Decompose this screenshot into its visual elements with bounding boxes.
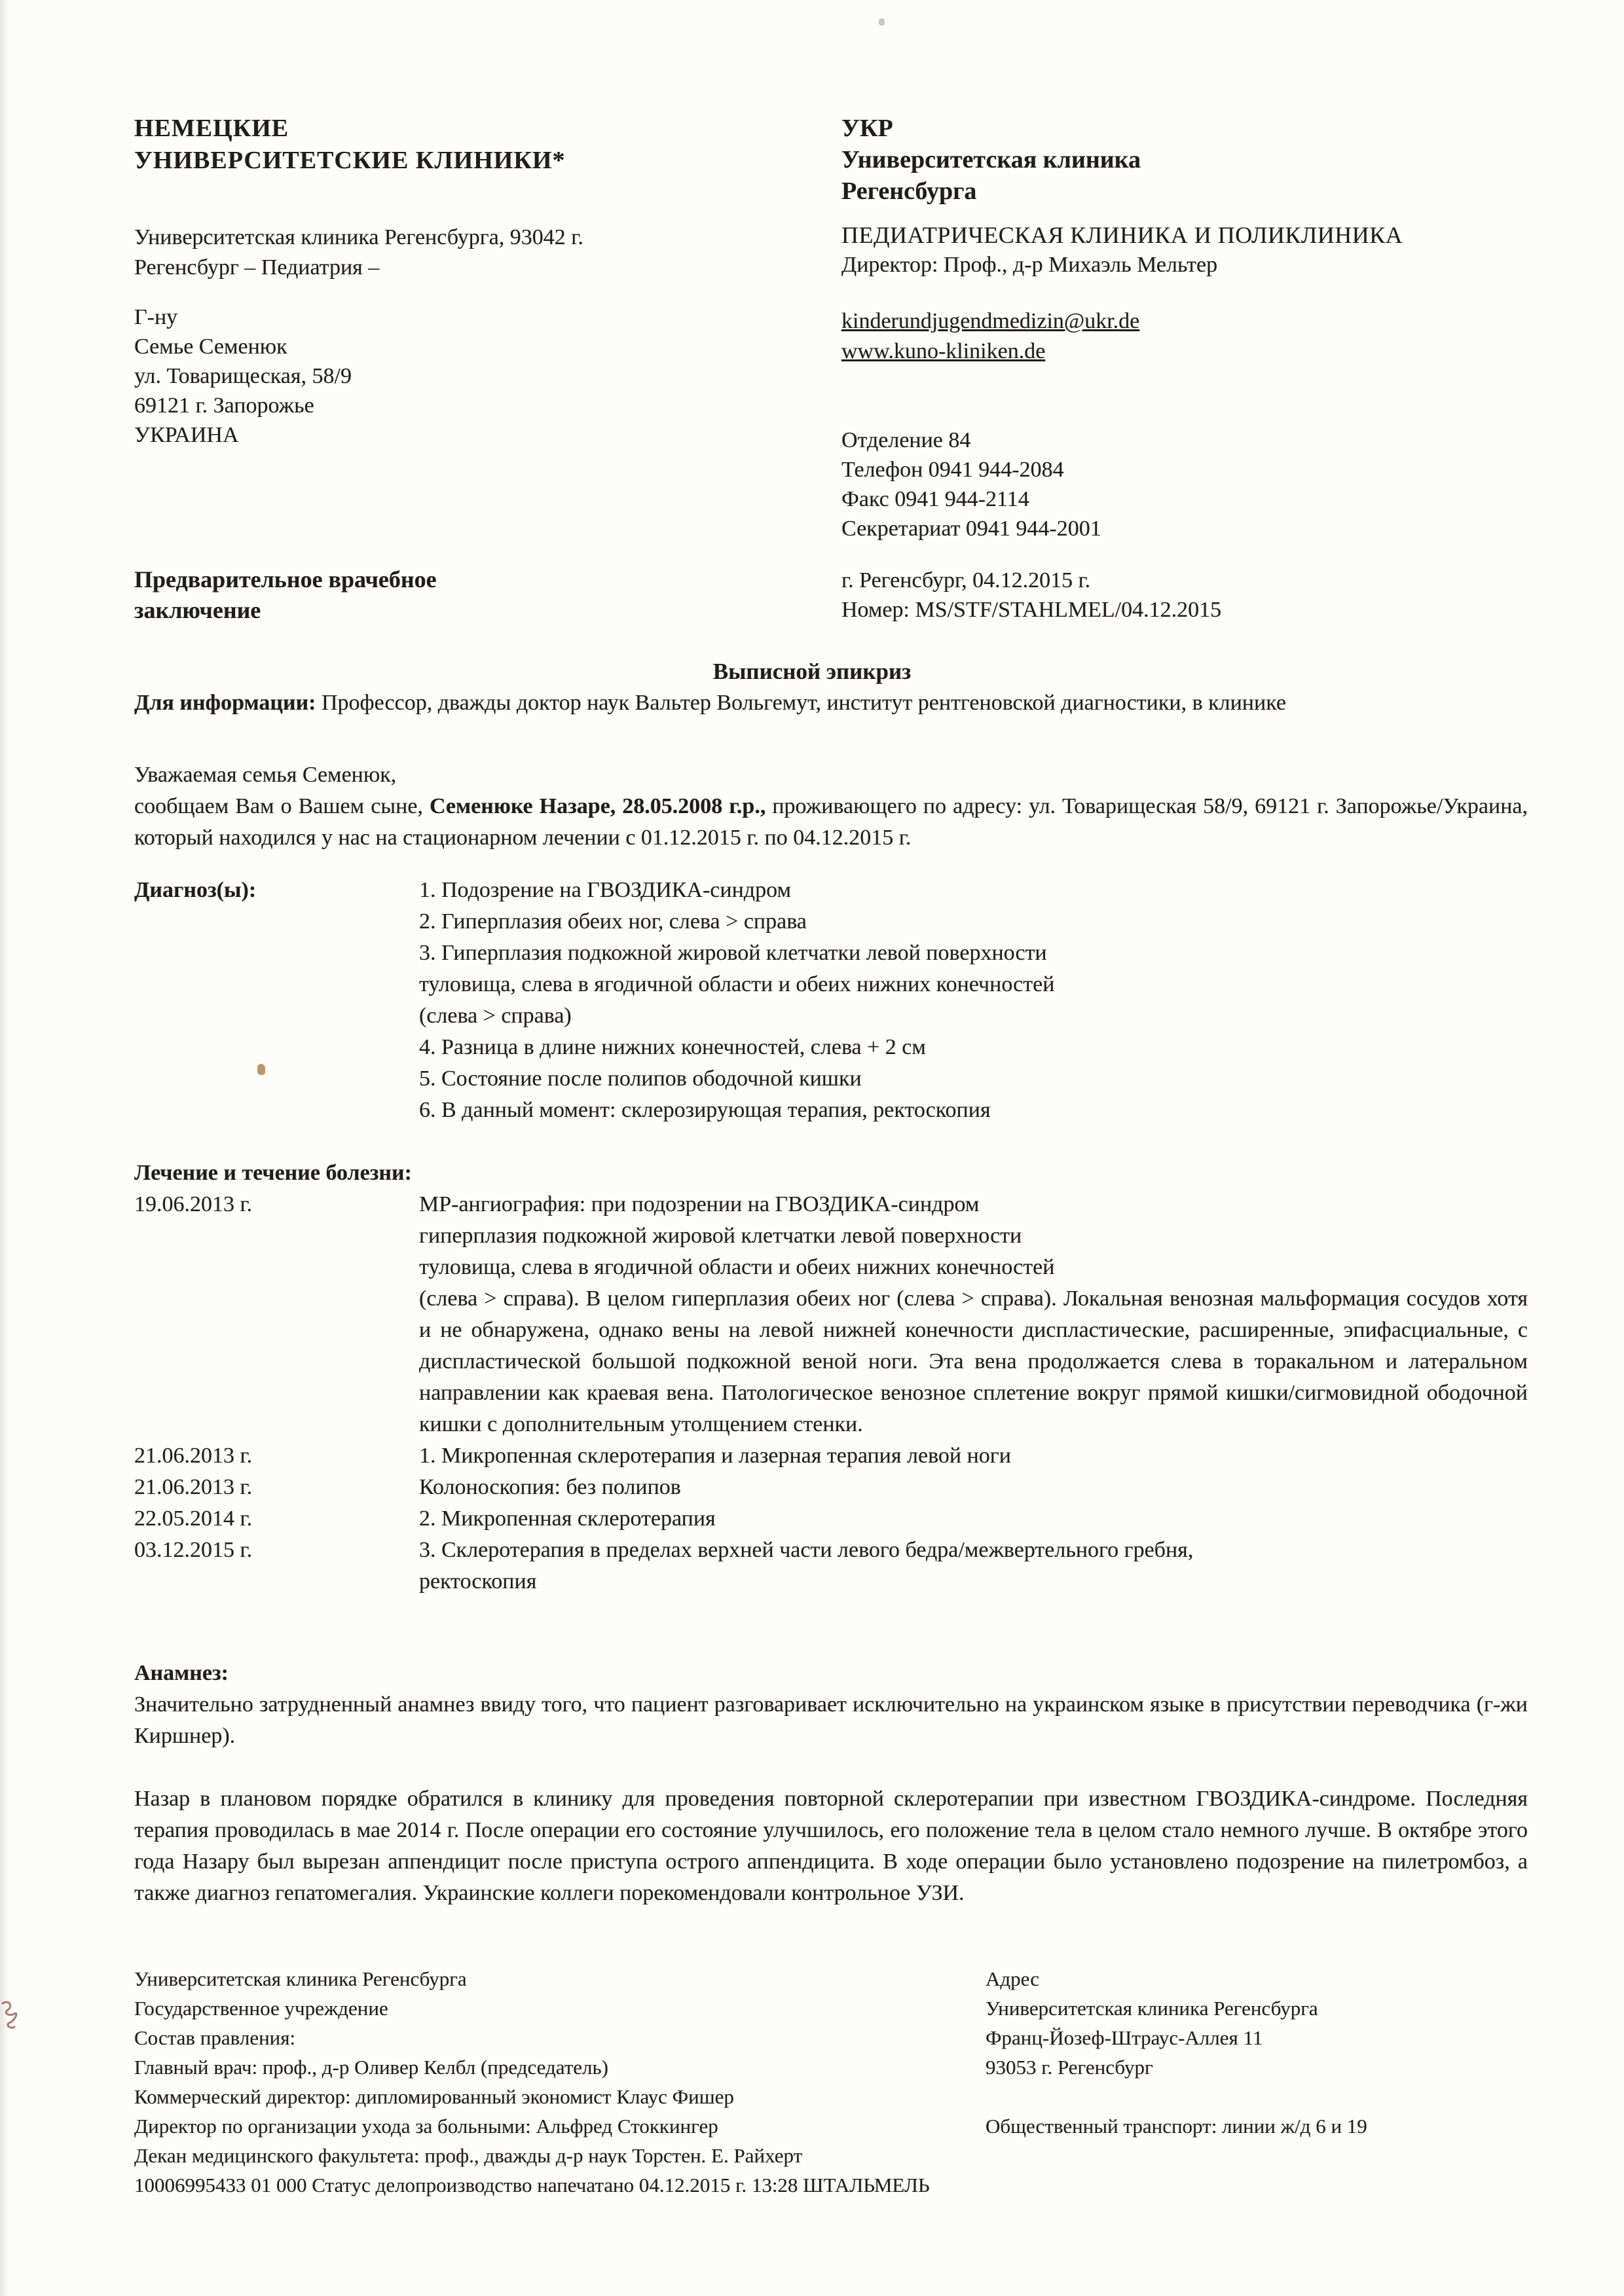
treatment-date: 03.12.2015 г. bbox=[134, 1538, 253, 1562]
footer-left-text: Директор по организации ухода за больными: Альфред Стоккингер bbox=[134, 2115, 718, 2138]
letterhead-left-title-line2: УНИВЕРСИТЕТСКИЕ КЛИНИКИ* bbox=[134, 147, 566, 174]
sender-line: Регенсбург – Педиатрия – bbox=[134, 255, 380, 280]
recipient-address bbox=[134, 302, 352, 450]
treatment-entry: Колоноскопия: без полипов bbox=[419, 1475, 681, 1499]
diagnosis-item: 5. Состояние после полипов ободочной кишки bbox=[419, 1066, 862, 1091]
treatment-row bbox=[134, 1472, 1528, 1503]
letterhead-right-title bbox=[841, 113, 1141, 207]
recipient-line: УКРАИНА bbox=[134, 423, 239, 447]
footer-row bbox=[134, 2111, 1534, 2141]
phone-block bbox=[841, 426, 1101, 543]
clinic-director: Директор: Проф., д-р Михаэль Мельтер bbox=[841, 253, 1218, 277]
secretariat-line: Секретариат 0941 944-2001 bbox=[841, 517, 1101, 541]
diagnosis-item: 1. Подозрение на ГВОЗДИКА-синдром bbox=[419, 878, 791, 902]
for-information-text: Профессор, дважды доктор наук Вальтер Вольгемут, институт рентгеновской диагностики, в клинике bbox=[316, 691, 1286, 715]
diagnosis-item: 3. Гиперплазия подкожной жировой клетчатки левой поверхности bbox=[419, 941, 1047, 965]
document-type bbox=[134, 564, 437, 626]
scan-artifact-squiggle bbox=[0, 1998, 22, 2035]
treatment-line: МР-ангиография: при подозрении на ГВОЗДИКА-синдром bbox=[419, 1192, 980, 1216]
clinic-name: ПЕДИАТРИЧЕСКАЯ КЛИНИКА И ПОЛИКЛИНИКА bbox=[841, 222, 1403, 248]
intro-text-pre: сообщаем Вам о Вашем сыне, bbox=[134, 794, 430, 818]
phone-line: Телефон 0941 944-2084 bbox=[841, 458, 1064, 482]
footer-left-text: Декан медицинского факультета: проф., дважды д-р наук Торстен. Е. Райхерт bbox=[134, 2144, 803, 2167]
scan-edge-shadow bbox=[0, 0, 8, 2296]
recipient-line: 69121 г. Запорожье bbox=[134, 393, 314, 418]
footer-left-text: 10006995433 01 000 Статус делопроизводство напечатано 04.12.2015 г. 13:28 ШТАЛЬМЕЛЬ bbox=[134, 2174, 930, 2196]
treatment-section bbox=[134, 1157, 1528, 1597]
treatment-row bbox=[134, 1440, 1528, 1472]
clinic-contacts bbox=[841, 306, 1139, 367]
treatment-line: туловища, слева в ягодичной области и обеих нижних конечностей bbox=[419, 1255, 1055, 1279]
anamnesis-label: Анамнез: bbox=[134, 1661, 229, 1685]
email-link[interactable]: kinderundjugendmedizin@ukr.de bbox=[841, 309, 1140, 333]
fax-line: Факс 0941 944-2114 bbox=[841, 487, 1029, 511]
diagnosis-item-continuation: туловища, слева в ягодичной области и обеих нижних конечностей bbox=[419, 972, 1055, 996]
document-meta bbox=[841, 566, 1221, 625]
treatment-line: 3. Склеротерапия в пределах верхней части левого бедра/межвертельного гребня, bbox=[419, 1538, 1194, 1562]
footer-row bbox=[134, 2052, 1534, 2082]
footer-row bbox=[134, 2170, 1534, 2200]
treatment-line: гиперплазия подкожной жировой клетчатки левой поверхности bbox=[419, 1224, 1022, 1248]
intro-paragraph bbox=[134, 791, 1528, 854]
letterhead-left-title bbox=[134, 113, 565, 177]
document-type-line1: Предварительное врачебное bbox=[134, 566, 437, 592]
treatment-date: 21.06.2013 г. bbox=[134, 1475, 253, 1499]
intro-text-post: проживающего по адресу: ул. Товарищеская 58/9, 69121 г. Запорожье/Украина, который находился у нас на стационарном лечении с 01.12.2015 г. по 04.12.2015 г. bbox=[134, 794, 1528, 850]
diagnosis-item: 4. Разница в длине нижних конечностей, слева + 2 см bbox=[419, 1035, 926, 1059]
treatment-row bbox=[134, 1535, 1528, 1597]
treatment-row bbox=[134, 1189, 1528, 1440]
document-type-line2: заключение bbox=[134, 597, 261, 623]
diagnosis-list bbox=[419, 875, 1528, 1126]
anamnesis-section bbox=[134, 1658, 1528, 1909]
letterhead-left-title-line1: НЕМЕЦКИЕ bbox=[134, 115, 289, 142]
recipient-line: Г-ну bbox=[134, 305, 178, 329]
diagnosis-item: 6. В данный момент: склерозирующая терапия, ректоскопия bbox=[419, 1098, 991, 1122]
footer-left-text: Университетская клиника Регенсбурга bbox=[134, 1967, 467, 1990]
sender-address bbox=[134, 223, 583, 283]
treatment-date: 19.06.2013 г. bbox=[134, 1192, 253, 1216]
footer-row bbox=[134, 2023, 1534, 2052]
footer-left-text: Государственное учреждение bbox=[134, 1997, 388, 2020]
anamnesis-paragraph-1: Значительно затрудненный анамнез ввиду того, что пациент разговаривает исключительно на украинском языке в присутствии переводчика (г-жи Киршнер). bbox=[134, 1692, 1528, 1748]
intro-section bbox=[134, 759, 1528, 854]
treatment-row bbox=[134, 1503, 1528, 1535]
recipient-line: Семье Семенюк bbox=[134, 335, 287, 359]
letterhead-right-title-line1: УКР bbox=[841, 115, 893, 142]
diagnosis-item-continuation: (слева > справа) bbox=[419, 1004, 572, 1028]
treatment-date: 21.06.2013 г. bbox=[134, 1444, 253, 1468]
footer-row bbox=[134, 2141, 1534, 2170]
recipient-line: ул. Товарищеская, 58/9 bbox=[134, 364, 352, 388]
footer-right-text: Адрес bbox=[986, 1967, 1039, 1990]
letterhead-right-title-line2: Университетская клиника bbox=[841, 146, 1141, 173]
treatment-line: ректоскопия bbox=[419, 1569, 537, 1594]
scan-artifact-dot bbox=[879, 18, 885, 26]
for-information-line bbox=[134, 687, 1534, 718]
footer-right-text: Университетская клиника Регенсбурга bbox=[986, 1997, 1318, 2020]
document-number: Номер: MS/STF/STAHLMEL/04.12.2015 bbox=[841, 598, 1222, 622]
sender-line: Университетская клиника Регенсбурга, 93042 г. bbox=[134, 225, 583, 249]
treatment-paragraph: (слева > справа). В целом гиперплазия обеих ног (слева > справа). Локальная венозная мальформация сосудов хотя и не обнаружена, однако вены на левой нижней конечности диспластические, расширенные, эпифасциальные, с диспластической большой подкожной веной ноги. Эта вена продолжается слева в торакальном и латеральном направлении как краевая вена. Патологическое венозное сплетение вокруг прямой кишки/сигмовидной ободочной кишки с дополнительным утолщением стенки. bbox=[419, 1286, 1528, 1436]
anamnesis-paragraph-2: Назар в плановом порядке обратился в клинику для проведения повторной склеротерапии при известном ГВОЗДИКА-синдроме. Последняя терапия проводилась в мае 2014 г. После операции его состояние улучшилось, его положение тела в целом стало немного лучше. В октябре этого года Назару был вырезан аппендицит после приступа острого аппендицита. В ходе операции было установлено подозрение на пилетромбоз, а также диагноз гепатомегалия. Украинские коллеги порекомендовали контрольное УЗИ. bbox=[134, 1787, 1528, 1905]
place-date: г. Регенсбург, 04.12.2015 г. bbox=[841, 568, 1091, 592]
treatment-label: Лечение и течение болезни: bbox=[134, 1161, 412, 1185]
footer-row bbox=[134, 1994, 1534, 2023]
for-information-label: Для информации: bbox=[134, 691, 316, 715]
footer-row bbox=[134, 1964, 1534, 1994]
patient-name-dob: Семенюке Назаре, 28.05.2008 г.р., bbox=[429, 794, 766, 818]
diagnosis-item: 2. Гиперплазия обеих ног, слева > справа bbox=[419, 909, 807, 934]
footer-left-text: Главный врач: проф., д-р Оливер Келбл (председатель) bbox=[134, 2056, 608, 2079]
treatment-entry: 2. Микропенная склеротерапия bbox=[419, 1506, 716, 1531]
footer-right-text: Франц-Йозеф-Штраус-Аллея 11 bbox=[986, 2026, 1263, 2049]
diagnosis-section bbox=[134, 875, 1528, 1126]
footer-left-text: Состав правления: bbox=[134, 2026, 296, 2049]
footer-right-text: 93053 г. Регенсбург bbox=[986, 2056, 1153, 2079]
footer-left-text: Коммерческий директор: дипломированный экономист Клаус Фишер bbox=[134, 2085, 734, 2108]
clinic-info bbox=[841, 220, 1403, 280]
website-link[interactable]: www.kuno-kliniken.de bbox=[841, 339, 1046, 363]
treatment-date: 22.05.2014 г. bbox=[134, 1506, 253, 1531]
department-line: Отделение 84 bbox=[841, 428, 971, 452]
treatment-entry bbox=[419, 1535, 1528, 1597]
footer-row bbox=[134, 2082, 1534, 2111]
diagnosis-label: Диагноз(ы): bbox=[134, 878, 257, 902]
document-title: Выписной эпикриз bbox=[712, 659, 912, 684]
scan-artifact-speck bbox=[257, 1064, 265, 1075]
treatment-entry bbox=[419, 1189, 1528, 1440]
footer-right-text: Общественный транспорт: линии ж/д 6 и 19 bbox=[986, 2115, 1367, 2138]
letterhead-right-title-line3: Регенсбурга bbox=[841, 177, 977, 205]
footer-block bbox=[134, 1964, 1534, 2200]
salutation: Уважаемая семья Семенюк, bbox=[134, 763, 397, 787]
treatment-entry: 1. Микропенная склеротерапия и лазерная терапия левой ноги bbox=[419, 1444, 1011, 1468]
